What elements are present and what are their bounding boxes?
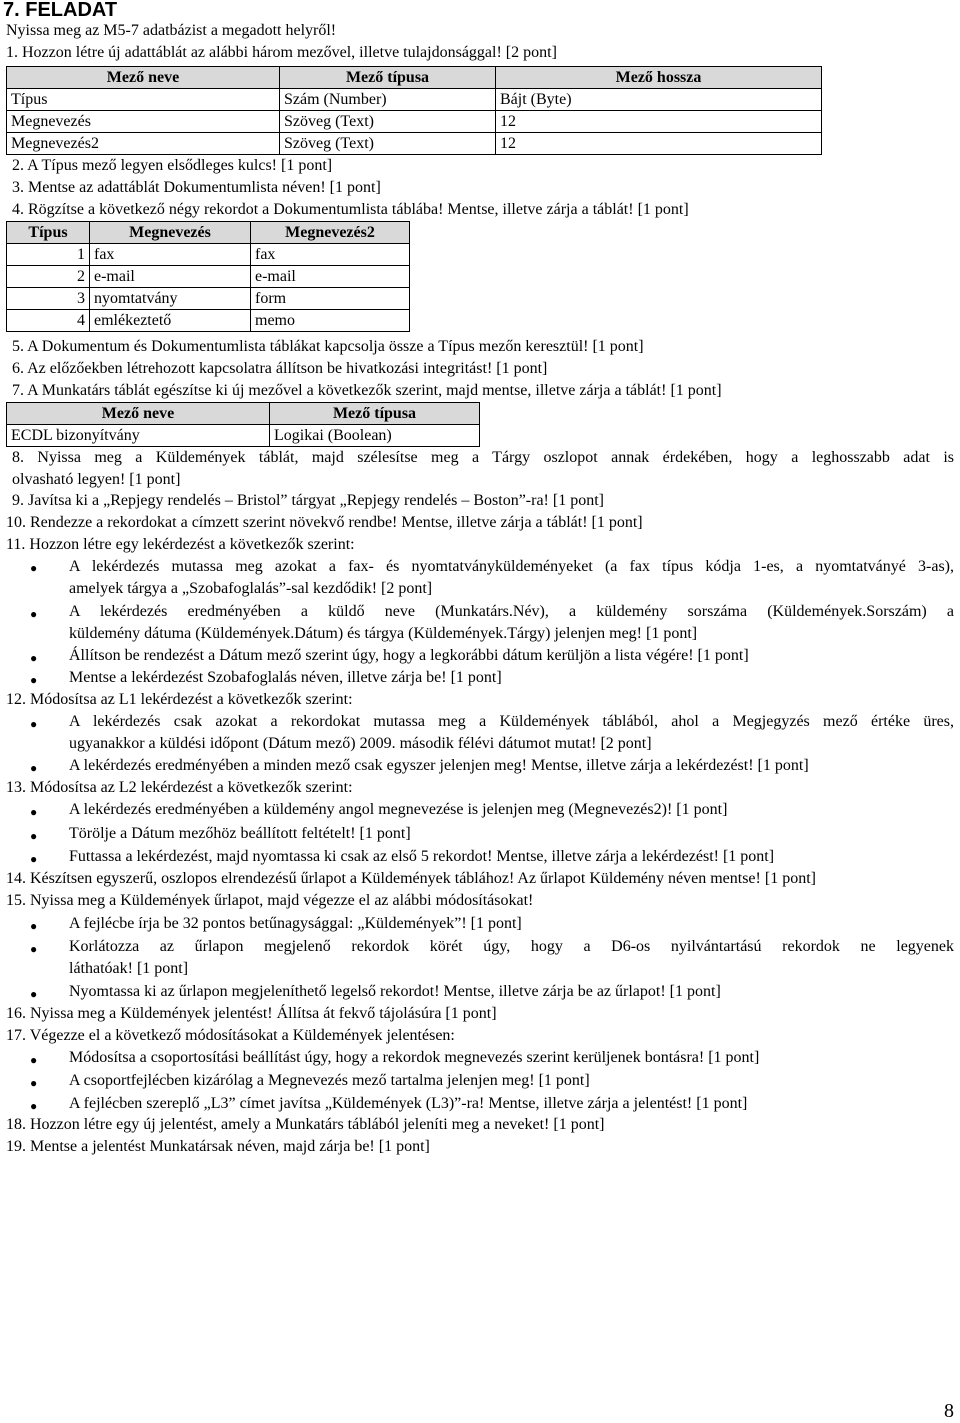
task-12: 12. Módosítsa az L1 lekérdezést a következők szerint: bbox=[6, 691, 353, 708]
list-item: Állítson be rendezést a Dátum mező szerint úgy, hogy a legkorábbi dátum kerüljön a lista végére! [1 pont] bbox=[69, 647, 749, 664]
table-row bbox=[7, 111, 822, 133]
bullet-icon: ● bbox=[30, 761, 38, 775]
table-cell: Logikai (Boolean) bbox=[270, 425, 480, 447]
table-cell: Szöveg (Text) bbox=[280, 111, 496, 133]
page-number: 8 bbox=[944, 1400, 954, 1422]
table-row bbox=[7, 288, 410, 310]
task-3: 3. Mentse az adattáblát Dokumentumlista néven! [1 pont] bbox=[12, 179, 381, 196]
task-5: 5. A Dokumentum és Dokumentumlista táblákat kapcsolja össze a Típus mezőn keresztül! [1 pont] bbox=[12, 338, 644, 355]
table-header: Mező neve bbox=[7, 403, 270, 425]
task-18: 18. Hozzon létre egy új jelentést, amely a Munkatárs táblából jeleníti meg a neveket! [1 pont] bbox=[6, 1116, 605, 1133]
task-8-cont: olvasható legyen! [1 pont] bbox=[12, 471, 181, 488]
table-cell: emlékeztető bbox=[90, 310, 251, 332]
table-header: Típus bbox=[7, 222, 90, 244]
table-cell: nyomtatvány bbox=[90, 288, 251, 310]
table-cell: Típus bbox=[7, 89, 280, 111]
list-item: A lekérdezés eredményében a küldemény angol megnevezése is jelenjen meg (Megnevezés2)! [1 pont] bbox=[69, 801, 728, 818]
table-cell: Megnevezés bbox=[7, 111, 280, 133]
table-header: Mező neve bbox=[7, 67, 280, 89]
table-cell: memo bbox=[251, 310, 410, 332]
task-2: 2. A Típus mező legyen elsődleges kulcs! [1 pont] bbox=[12, 157, 333, 174]
task-13: 13. Módosítsa az L2 lekérdezést a következők szerint: bbox=[6, 779, 353, 796]
table-cell: e-mail bbox=[251, 266, 410, 288]
list-item: A lekérdezés mutassa meg azokat a fax- és nyomtatványküldeményeket (a fax típus kódja 1-es, a nyomtatványé 3-as), bbox=[69, 558, 954, 575]
table-cell: Bájt (Byte) bbox=[496, 89, 822, 111]
task-17: 17. Végezze el a következő módosításokat a Küldemények jelentésen: bbox=[6, 1027, 455, 1044]
list-item: Törölje a Dátum mezőhöz beállított feltételt! [1 pont] bbox=[69, 825, 411, 842]
records-table bbox=[6, 221, 410, 332]
bullet-icon: ● bbox=[30, 673, 38, 687]
task-8: 8. Nyissa meg a Küldemények táblát, majd szélesítse meg a Tárgy oszlopot annak érdekében, hogy a leghosszabb adat is bbox=[12, 449, 954, 466]
table-row bbox=[7, 425, 480, 447]
table-header: Megnevezés2 bbox=[251, 222, 410, 244]
table-header: Megnevezés bbox=[90, 222, 251, 244]
bullet-icon: ● bbox=[30, 829, 38, 843]
list-item-cont: ugyanakkor a küldési időpont (Dátum mező) 2009. második félévi dátumot mutat! [2 pont] bbox=[69, 735, 652, 752]
task-11: 11. Hozzon létre egy lekérdezést a következők szerint: bbox=[6, 536, 355, 553]
bullet-icon: ● bbox=[30, 717, 38, 731]
task-4: 4. Rögzítse a következő négy rekordot a Dokumentumlista táblába! Mentse, illetve zárja a táblát! [1 pont] bbox=[12, 201, 689, 218]
list-item: Futtassa a lekérdezést, majd nyomtassa ki csak az első 5 rekordot! Mentse, illetve zárja a lekérdezést! [1 pont] bbox=[69, 848, 775, 865]
list-item: A lekérdezés eredményében a küldő neve (Munkatárs.Név), a küldemény sorszáma (Küldemények.Sorszám) a bbox=[69, 603, 954, 620]
list-item: A lekérdezés eredményében a minden mező csak egyszer jelenjen meg! Mentse, illetve zárja a lekérdezést! [1 pont] bbox=[69, 757, 809, 774]
table-cell: ECDL bizonyítvány bbox=[7, 425, 270, 447]
table-header: Mező hossza bbox=[496, 67, 822, 89]
list-item-cont: amelyek tárgya a „Szobafoglalás”-sal kezdődik! [2 pont] bbox=[69, 580, 433, 597]
table-cell: Szöveg (Text) bbox=[280, 133, 496, 155]
table-row bbox=[7, 89, 822, 111]
table-cell: Szám (Number) bbox=[280, 89, 496, 111]
list-item: Korlátozza az űrlapon megjelenő rekordok körét úgy, hogy a D6-os nyilvántartású rekordok ne legyenek bbox=[69, 938, 954, 955]
bullet-icon: ● bbox=[30, 651, 38, 665]
list-item: A fejlécben szereplő „L3” címet javítsa „Küldemények (L3)”-ra! Mentse, illetve zárja a jelentést! [1 pont] bbox=[69, 1095, 748, 1112]
task-16: 16. Nyissa meg a Küldemények jelentést! Állítsa át fekvő tájolásúra [1 pont] bbox=[6, 1005, 497, 1022]
table-cell: form bbox=[251, 288, 410, 310]
list-item-cont: láthatóak! [1 pont] bbox=[69, 960, 189, 977]
list-item: Mentse a lekérdezést Szobafoglalás néven, illetve zárja be! [1 pont] bbox=[69, 669, 502, 686]
table-cell: fax bbox=[90, 244, 251, 266]
task-7: 7. A Munkatárs táblát egészítse ki új mezővel a következők szerint, majd mentse, illetve zárja a táblát! [1 pont] bbox=[12, 382, 722, 399]
bullet-icon: ● bbox=[30, 1076, 38, 1090]
task-9: 9. Javítsa ki a „Repjegy rendelés – Bristol” tárgyat „Repjegy rendelés – Boston”-ra! [1 pont] bbox=[12, 492, 604, 509]
list-item: A lekérdezés csak azokat a rekordokat mutassa meg a Küldemények táblából, ahol a Megjegyzés mező értéke üres, bbox=[69, 713, 954, 730]
bullet-icon: ● bbox=[30, 919, 38, 933]
bullet-icon: ● bbox=[30, 607, 38, 621]
table-cell: 12 bbox=[496, 133, 822, 155]
page-title: 7. FELADAT bbox=[3, 0, 118, 21]
table-cell: Megnevezés2 bbox=[7, 133, 280, 155]
list-item: A csoportfejlécben kizárólag a Megnevezés mező tartalma jelenjen meg! [1 pont] bbox=[69, 1072, 590, 1089]
bullet-icon: ● bbox=[30, 561, 38, 575]
bullet-icon: ● bbox=[30, 942, 38, 956]
list-item: Nyomtassa ki az űrlapon megjeleníthető legelső rekordot! Mentse, illetve zárja be az űrlapot! [1 pont] bbox=[69, 983, 721, 1000]
fields-table bbox=[6, 66, 822, 155]
task-15: 15. Nyissa meg a Küldemények űrlapot, majd végezze el az alábbi módosításokat! bbox=[6, 892, 534, 909]
table-row bbox=[7, 133, 822, 155]
bullet-icon: ● bbox=[30, 805, 38, 819]
table-row bbox=[7, 244, 410, 266]
bullet-icon: ● bbox=[30, 987, 38, 1001]
task-19: 19. Mentse a jelentést Munkatársak néven, majd zárja be! [1 pont] bbox=[6, 1138, 430, 1155]
task-6: 6. Az előzőekben létrehozott kapcsolatra állítson be hivatkozási integritást! [1 pont] bbox=[12, 360, 548, 377]
table-cell: 2 bbox=[7, 266, 90, 288]
task-10: 10. Rendezze a rekordokat a címzett szerint növekvő rendbe! Mentse, illetve zárja a táblát! [1 pont] bbox=[6, 514, 643, 531]
intro-text: Nyissa meg az M5-7 adatbázist a megadott helyről! bbox=[6, 22, 337, 39]
task-14: 14. Készítsen egyszerű, oszlopos elrendezésű űrlapot a Küldemények táblához! Az űrlapot Küldemény néven mentse! [1 pont] bbox=[6, 870, 816, 887]
table-row bbox=[7, 266, 410, 288]
list-item: A fejlécbe írja be 32 pontos betűnagysággal: „Küldemények”! [1 pont] bbox=[69, 915, 522, 932]
list-item-cont: küldemény dátuma (Küldemények.Dátum) és tárgya (Küldemények.Tárgy) jelenjen meg! [1 pont] bbox=[69, 625, 698, 642]
bullet-icon: ● bbox=[30, 1053, 38, 1067]
table-header: Mező típusa bbox=[270, 403, 480, 425]
table-cell: 3 bbox=[7, 288, 90, 310]
table-cell: e-mail bbox=[90, 266, 251, 288]
table-cell: 12 bbox=[496, 111, 822, 133]
table-header: Mező típusa bbox=[280, 67, 496, 89]
task-1: 1. Hozzon létre új adattáblát az alábbi három mezővel, illetve tulajdonsággal! [2 pont] bbox=[6, 44, 557, 61]
bullet-icon: ● bbox=[30, 852, 38, 866]
bullet-icon: ● bbox=[30, 1099, 38, 1113]
table-cell: fax bbox=[251, 244, 410, 266]
list-item: Módosítsa a csoportosítási beállítást úgy, hogy a rekordok megnevezés szerint kerüljenek bontásra! [1 pont] bbox=[69, 1049, 760, 1066]
new-field-table bbox=[6, 402, 480, 447]
table-cell: 1 bbox=[7, 244, 90, 266]
table-row bbox=[7, 310, 410, 332]
table-cell: 4 bbox=[7, 310, 90, 332]
